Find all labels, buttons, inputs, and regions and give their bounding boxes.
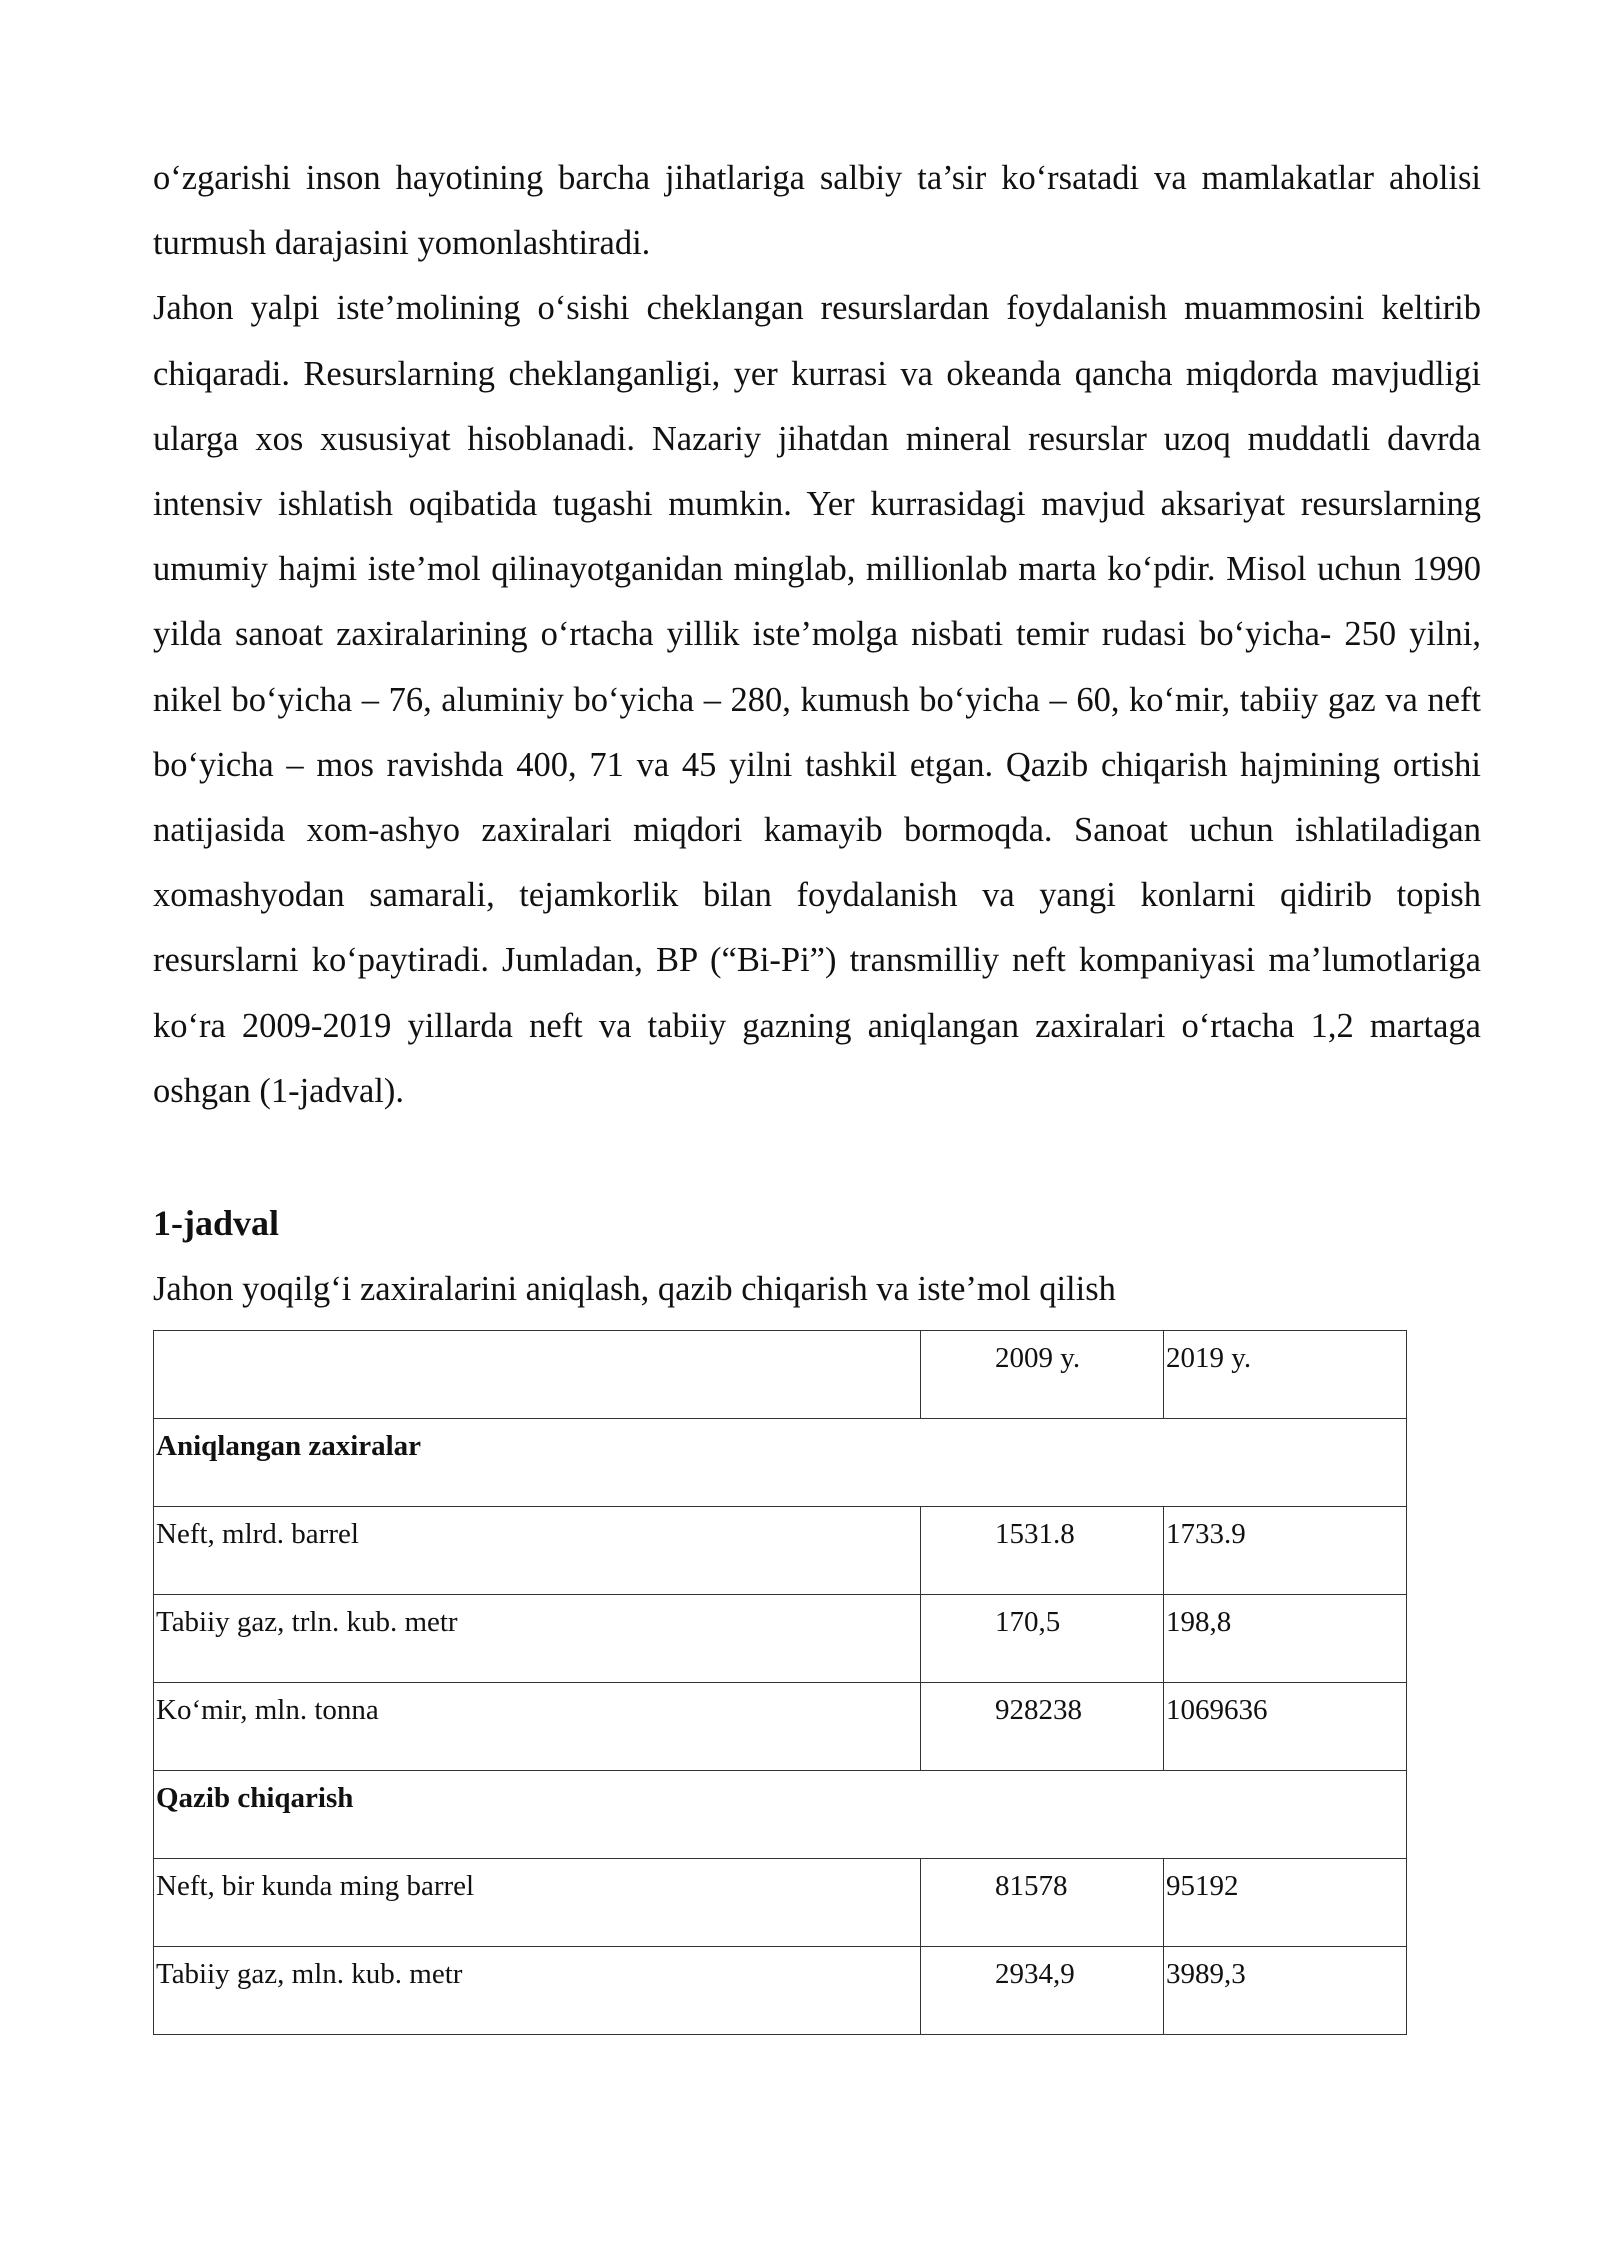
row-value-2009: 2934,9 [921,1947,1164,2035]
row-value-2009: 170,5 [921,1595,1164,1683]
table-row [154,1947,1407,2035]
section-row [154,1419,1407,1507]
row-value-2019: 198,8 [1164,1595,1407,1683]
row-value-2009: 1531.8 [921,1507,1164,1595]
table-row [154,1595,1407,1683]
row-value-2019: 3989,3 [1164,1947,1407,2035]
row-value-2019: 95192 [1164,1859,1407,1947]
row-label: Tabiiy gaz, trln. kub. metr [154,1595,921,1683]
table-row [154,1507,1407,1595]
row-label: Tabiiy gaz, mln. kub. metr [154,1947,921,2035]
table-row [154,1683,1407,1771]
section-row [154,1771,1407,1859]
row-value-2009: 928238 [921,1683,1164,1771]
row-value-2009: 81578 [921,1859,1164,1947]
section-title-reserves: Aniqlangan zaxiralar [154,1419,1407,1507]
table-header-row [154,1331,1407,1419]
row-value-2019: 1733.9 [1164,1507,1407,1595]
header-cell-empty [154,1331,921,1419]
header-cell-2009: 2009 y. [921,1331,1164,1419]
paragraph-1: oʻzgarishi inson hayotining barcha jihatlariga salbiy ta’sir koʻrsatadi va mamlakatlar aholisi turmush darajasini yomonlashtiradi. [153,159,1481,263]
row-label: Neft, mlrd. barrel [154,1507,921,1595]
section-title-production: Qazib chiqarish [154,1771,1407,1859]
table-title: Jahon yoqilgʻi zaxiralarini aniqlash, qazib chiqarish va iste’mol qilish [153,1270,1116,1308]
table-label: 1-jadval [153,1203,279,1243]
row-label: Neft, bir kunda ming barrel [154,1859,921,1947]
table-row [154,1859,1407,1947]
row-label: Koʻmir, mln. tonna [154,1683,921,1771]
fuel-reserves-table [153,1330,1407,2035]
header-cell-2019: 2019 y. [1164,1331,1407,1419]
row-value-2019: 1069636 [1164,1683,1407,1771]
body-text [153,146,1481,1124]
paragraph-2: Jahon yalpi iste’molining oʻsishi cheklangan resurslardan foydalanish muammosini keltirib chiqaradi. Resurslarning cheklanganligi, yer kurrasi va okeanda qancha miqdorda mavjudligi ularga xos xususiyat hisoblanadi. Nazariy jihatdan mineral resurslar uzoq muddatli davrda intensiv ishlatish oqibatida tugashi mumkin. Yer kurrasidagi mavjud aksariyat resurslarning umumiy hajmi iste’mol qilinayotganidan minglab, millionlab marta koʻpdir. Misol uchun 1990 yilda sanoat zaxiralarining oʻrtacha yillik iste’molga nisbati temir rudasi boʻyicha- 250 yilni, nikel boʻyicha – 76, aluminiy boʻyicha – 280, kumush boʻyicha – 60, koʻmir, tabiiy gaz va neft boʻyicha – mos ravishda 400, 71 va 45 yilni tashkil etgan. Qazib chiqarish hajmining ortishi natijasida xom-ashyo zaxiralari miqdori kamayib bormoqda. Sanoat uchun ishlatiladigan xomashyodan samarali, tejamkorlik bilan foydalanish va yangi konlarni qidirib topish resurslarni koʻpaytiradi. Jumladan, BP (“Bi-Pi”) transmilliy neft kompaniyasi ma’lumotlariga koʻra 2009-2019 yillarda neft va tabiiy gazning aniqlangan zaxiralari oʻrtacha 1,2 martaga oshgan (1-jadval). [153,289,1481,1110]
